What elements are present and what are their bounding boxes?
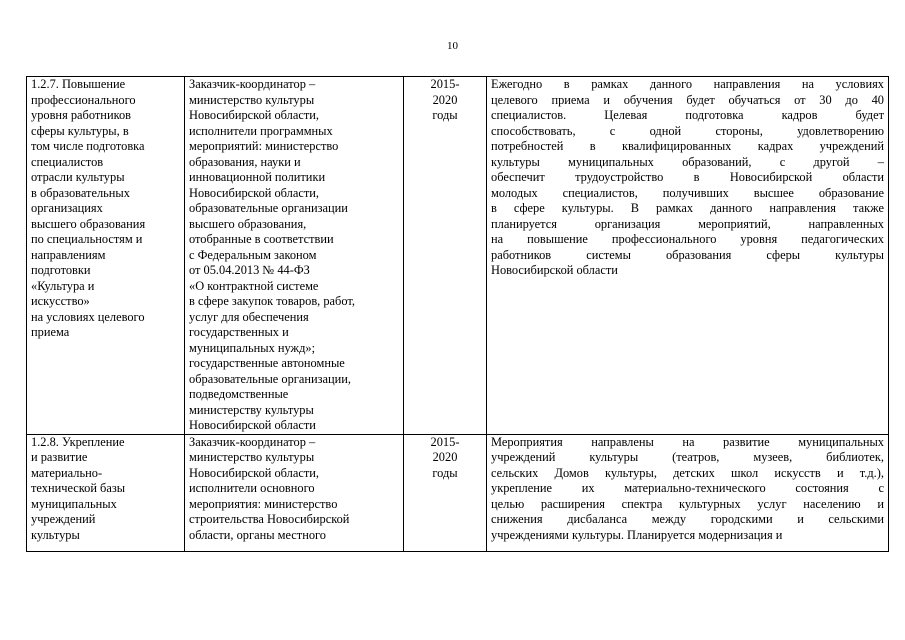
text-line: исполнители программных [189, 123, 333, 138]
years-cell [404, 77, 487, 435]
text-line: специалистов [31, 154, 104, 169]
text-line: мероприятия: министерство [189, 496, 338, 511]
text-line: Новосибирской области, [189, 185, 320, 200]
text-line: образовательные организации [189, 201, 348, 215]
text-line: потребностей в квалифицированных кадрах учреждений [491, 139, 884, 153]
text-line: 2015- [430, 77, 460, 91]
text-line: планируется организация мероприятий, направленных [491, 216, 884, 231]
text-line: от 05.04.2013 № 44-ФЗ [189, 263, 310, 277]
years-cell [404, 434, 487, 551]
text-line: министерство культуры [189, 450, 315, 464]
text-line: молодых специалистов, получивших высшее образование [491, 185, 884, 200]
text-line: Заказчик-координатор – [189, 434, 316, 449]
text-line: исполнители основного [189, 481, 315, 495]
table-row-1-2-8 [27, 434, 889, 551]
text-line: инновационной политики [189, 170, 326, 184]
text-line: учреждениями культуры. Планируется модернизация и [491, 527, 783, 542]
program-measures-table [26, 76, 889, 552]
text-line: материально- [31, 465, 103, 480]
description-cell [487, 77, 889, 435]
description-cell [487, 434, 889, 551]
executors-cell [185, 434, 404, 551]
text-line: государственные автономные [189, 356, 345, 370]
text-line: 2015- [430, 434, 460, 449]
text-line: культуры муниципальных образований, с другой – [491, 154, 884, 169]
text-line: 1.2.7. Повышение [31, 77, 126, 91]
text-line: 1.2.8. Укрепление [31, 434, 125, 449]
text-line: сферы культуры, в [31, 123, 129, 138]
text-line: искусство» [31, 294, 90, 308]
executors-cell [185, 77, 404, 435]
text-line: технической базы [31, 481, 126, 495]
text-line: образовательные организации, [189, 371, 351, 386]
text-line: услуг для обеспечения [189, 309, 309, 324]
text-line: «Культура и [31, 278, 95, 293]
table-row-1-2-7 [27, 77, 889, 435]
text-line: подготовки [31, 263, 91, 277]
text-line: Заказчик-координатор – [189, 77, 316, 91]
text-line: Ежегодно в рамках данного направления на условиях [491, 77, 884, 91]
text-line: Новосибирской области, [189, 465, 320, 480]
text-line: том числе подготовка [31, 139, 145, 153]
text-line: министерство культуры [189, 92, 315, 107]
text-line: Новосибирской области, [189, 108, 320, 122]
text-line: профессионального [31, 92, 136, 107]
text-line: целью расширения спектра культурных услуг населению и [491, 496, 884, 511]
text-line: годы [432, 108, 458, 122]
text-line: в сфере закупок товаров, работ, [189, 294, 355, 308]
text-line: учреждений [31, 512, 96, 526]
text-line: высшего образования, [189, 216, 307, 231]
text-line: в сфере культуры. В рамках данного направления также [491, 201, 884, 215]
text-line: уровня работников [31, 108, 132, 122]
text-line: отрасли культуры [31, 170, 125, 184]
text-line: приема [31, 325, 70, 339]
text-line: области, органы местного [189, 527, 326, 542]
text-line: и развитие [31, 450, 88, 464]
text-line: муниципальных [31, 496, 117, 511]
text-line: отобранные в соответствии [189, 232, 334, 246]
page-number: 10 [447, 40, 458, 52]
text-line: укрепление их материально-технического состояния с [491, 481, 884, 495]
text-line: на условиях целевого [31, 309, 145, 324]
measure-name-cell [27, 434, 185, 551]
text-line: министерству культуры [189, 402, 314, 417]
text-line: 2020 [432, 92, 458, 107]
text-line: учреждений культуры (театров, музеев, библиотек, [491, 450, 884, 464]
text-line: в образовательных [31, 185, 130, 200]
text-line: образования, науки и [189, 154, 301, 169]
text-line: строительства Новосибирской [189, 512, 350, 526]
text-line: с Федеральным законом [189, 247, 317, 262]
text-line: сельских Домов культуры, детских школ искусств и т.д.), [491, 465, 884, 480]
text-line: способствовать, с одной стороны, удовлетворению [491, 123, 884, 138]
text-line: «О контрактной системе [189, 278, 319, 293]
text-line: Новосибирской области [491, 263, 618, 277]
text-line: Новосибирской области [189, 418, 316, 432]
text-line: мероприятий: министерство [189, 139, 339, 153]
text-line: организациях [31, 201, 103, 215]
text-line: подведомственные [189, 387, 289, 401]
text-line: специалистов. Целевая подготовка кадров будет [491, 108, 884, 122]
text-line: высшего образования [31, 216, 146, 231]
text-line: муниципальных нужд»; [189, 340, 316, 355]
text-line: целевого приема и обучения будет обучаться от 30 до 40 [491, 92, 884, 107]
text-line: 2020 [432, 450, 458, 464]
text-line: обеспечит трудоустройство в Новосибирской области [491, 170, 884, 184]
text-line: по специальностям и [31, 232, 143, 246]
text-line: работников системы образования сферы культуры [491, 247, 884, 262]
text-line: снижения дисбаланса между городскими и сельскими [491, 512, 884, 526]
text-line: государственных и [189, 325, 289, 339]
measure-name-cell [27, 77, 185, 435]
text-line: на повышение профессионального уровня педагогических [491, 232, 884, 246]
text-line: культуры [31, 527, 80, 542]
text-line: направлениям [31, 247, 106, 262]
text-line: годы [432, 465, 458, 480]
text-line: Мероприятия направлены на развитие муниципальных [491, 434, 884, 449]
